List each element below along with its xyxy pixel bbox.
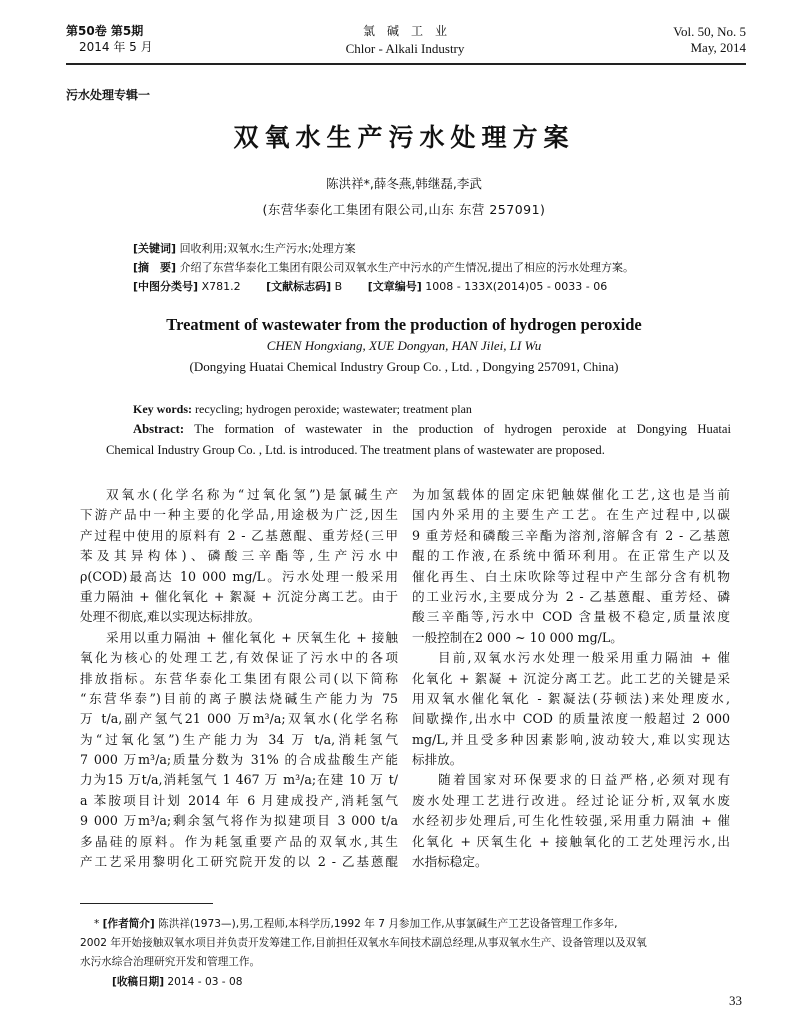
body-text-line: 的工业污水,主要成分为 2 - 乙基蒽醌、重芳烃、磷: [412, 588, 730, 604]
abstract-en-line1: [133, 422, 731, 437]
page-number: 33: [729, 993, 742, 1008]
body-text-line: 为加氢载体的固定床钯触媒催化工艺,这也是当前: [412, 487, 730, 502]
article-no-value: 1008 - 133X(2014)05 - 0033 - 06: [425, 280, 608, 293]
body-text-line: a 苯胺项目计划 2014 年 6 月建成投产,消耗氢气: [80, 792, 398, 808]
body-text-line: 酸三辛酯等,污水中 COD 含量极不稳定,质量浓度: [412, 609, 730, 625]
author-bio-label: [作者简介]: [102, 918, 155, 930]
abstract-cn: [133, 259, 634, 278]
abstract-cn-label: [摘 要]: [133, 261, 177, 274]
body-text-line: mg/L,并且受多种因素影响,波动较大,难以实现达: [412, 731, 730, 747]
keywords-cn-text: 回收利用;双氧水;生产污水;处理方案: [179, 242, 356, 255]
clc-value: X781.2: [201, 280, 241, 293]
author-bio-text: 陈洪祥(1973—),男,工程师,本科学历,1992 年 7 月参加工作,从事氯碱生产工艺设备管理工作多年,: [154, 918, 618, 930]
body-text-line: 多晶硅的原料。作为耗氢重要产品的双氧水,其生: [80, 833, 398, 849]
keywords-cn-label: [关键词]: [133, 242, 177, 255]
authors-en: CHEN Hongxiang, XUE Dongyan, HAN Jilei, LI Wu: [266, 338, 542, 353]
body-text-line: 处理不彻底,难以实现达标排放。: [80, 609, 261, 625]
received-date-label: [收稿日期]: [112, 976, 165, 988]
body-text-line: 水指标稳定。: [412, 854, 488, 870]
body-text-line: 氧化为核心的处理工艺,有效保证了污水中的各项: [80, 650, 398, 666]
section-label: 污水处理专辑一: [66, 88, 151, 102]
body-text-line: 国内外采用的主要生产工艺。在生产过程中,以碳: [412, 507, 730, 523]
footnote-line-3: 水污水综合治理研究开发和管理工作。: [80, 956, 261, 968]
date-cn: 2014 年 5 月: [79, 40, 153, 54]
body-text-line: 化氧化 + 厌氧生化 + 接触氧化的工艺处理污水,出: [412, 833, 730, 849]
abstract-en-line2: Chemical Industry Group Co. , Ltd. is introduced. The treatment plans of wastewater are proposed.: [106, 443, 605, 457]
body-text-line: “东营华泰”)目前的离子膜法烧碱生产能力为 75: [80, 690, 398, 706]
clc-label: [中图分类号]: [133, 280, 199, 293]
keywords-cn: [133, 240, 356, 259]
article-no-label: [文章编号]: [367, 280, 422, 293]
body-text-line: 下游产品中一种主要的化学品,用途极为广泛,因生: [80, 507, 398, 523]
footnote-line-2: 2002 年开始接触双氧水项目并负责开发筹建工作,目前担任双氧水车间技术副总经理,从事双氧水生产、设备管理以及双氧: [80, 937, 647, 949]
footnote-marker: *: [94, 918, 100, 930]
header-rule: [66, 63, 746, 65]
keywords-en-text: recycling; hydrogen peroxide; wastewater; treatment plan: [192, 402, 472, 416]
abstract-en-text-1: The formation of wastewater in the production of hydrogen peroxide at Dongying Huatai: [184, 422, 731, 436]
body-text-line: 用双氧水催化氧化 - 絮凝法(芬顿法)来处理废水,: [412, 690, 730, 706]
keywords-en: [133, 402, 472, 417]
body-text-line: 随着国家对环保要求的日益严格,必须对现有: [438, 772, 730, 788]
title-en: Treatment of wastewater from the production of hydrogen peroxide: [166, 315, 642, 334]
body-text-line: 重力隔油 + 催化氧化 + 絮凝 + 沉淀分离工艺。由于: [80, 588, 398, 604]
body-text-line: 9 000 万m³/a;剩余氢气将作为拟建项目 3 000 t/a: [80, 813, 398, 829]
footnote-rule: [80, 903, 213, 904]
body-text-line: 催化再生、白土床吹除等过程中产生部分含有机物: [412, 568, 730, 584]
body-column-right: [412, 485, 730, 872]
abstract-en-label: Abstract:: [133, 422, 185, 436]
body-text-line: 产过程中使用的原料有 2 - 乙基蒽醌、重芳烃(三甲: [80, 527, 398, 543]
body-text-line: 7 000 万m³/a;质量分数为 31% 的合成盐酸生产能: [80, 752, 398, 768]
body-text-line: 目前,双氧水污水处理一般采用重力隔油 + 催: [438, 650, 730, 666]
body-text-line: 一般控制在2 000 ~ 10 000 mg/L。: [412, 629, 623, 645]
received-date-value: 2014 - 03 - 08: [164, 976, 243, 988]
body-text-line: 为“过氧化氢”)生产能力为 34 万 t/a,消耗氢气: [80, 731, 398, 747]
body-text-line: 力为15 万t/a,消耗氢气 1 467 万 m³/a;在建 10 万 t/: [80, 772, 398, 788]
body-text-line: ρ(COD)最高达 10 000 mg/L。污水处理一般采用: [80, 568, 398, 584]
received-date: [112, 973, 242, 993]
volume-issue-en: Vol. 50, No. 5: [673, 24, 746, 39]
affiliation-en: (Dongying Huatai Chemical Industry Group Co. , Ltd. , Dongying 257091, China): [189, 359, 619, 374]
affiliation-cn: (东营华泰化工集团有限公司,山东 东营 257091): [262, 202, 546, 217]
body-text-line: 万 t/a,副产氢气21 000 万m³/a;双氧水(化学名称: [80, 711, 398, 727]
abstract-cn-text: 介绍了东营华泰化工集团有限公司双氧水生产中污水的产生情况,提出了相应的污水处理方案。: [179, 261, 635, 274]
body-text-line: 9 重芳烃和磷酸三辛酯为溶剂,溶解含有 2 - 乙基蒽: [412, 527, 730, 543]
body-text-line: 产工艺采用黎明化工研究院开发的以 2 - 乙基蒽醌: [80, 854, 398, 870]
body-text-line: 醌的工作液,在系统中循环利用。在正常生产以及: [412, 548, 730, 564]
body-text-line: 采用以重力隔油 + 催化氧化 + 厌氧生化 + 接触: [106, 629, 398, 645]
body-text-line: 苯及其异构体)、磷酸三辛酯等,生产污水中: [80, 548, 398, 564]
doc-code-value: B: [334, 280, 343, 293]
body-text-line: 排放指标。东营华泰化工集团有限公司(以下简称: [80, 670, 398, 686]
body-column-left: [80, 485, 398, 872]
footnote-line-1: [94, 915, 618, 935]
journal-name-en: Chlor - Alkali Industry: [345, 41, 465, 56]
body-text-line: 标排放。: [412, 752, 463, 768]
body-text-line: 间歇操作,出水中 COD 的质量浓度一般超过 2 000: [412, 711, 730, 727]
journal-name-cn: 氯 碱 工 业: [362, 24, 447, 38]
body-text-line: 水经初步处理后,可生化性较强,采用重力隔油 + 催: [412, 813, 730, 829]
authors-cn: 陈洪祥*,薛冬燕,韩继磊,李武: [326, 176, 482, 191]
body-text-line: 双氧水(化学名称为“过氧化氢”)是氯碱生产: [106, 487, 398, 502]
keywords-en-label: Key words:: [133, 402, 192, 416]
title-cn: 双氧水生产污水处理方案: [233, 123, 575, 152]
date-en: May, 2014: [690, 40, 746, 55]
doc-code-label: [文献标志码]: [266, 280, 332, 293]
body-text-line: 废水处理工艺进行改进。经过论证分析,双氧水废: [412, 792, 730, 808]
body-text-line: 化氧化 + 絮凝 + 沉淀分离工艺。此工艺的关键是采: [412, 670, 730, 686]
classification: [133, 278, 607, 297]
volume-issue-cn: 第50卷 第5期: [66, 24, 144, 38]
